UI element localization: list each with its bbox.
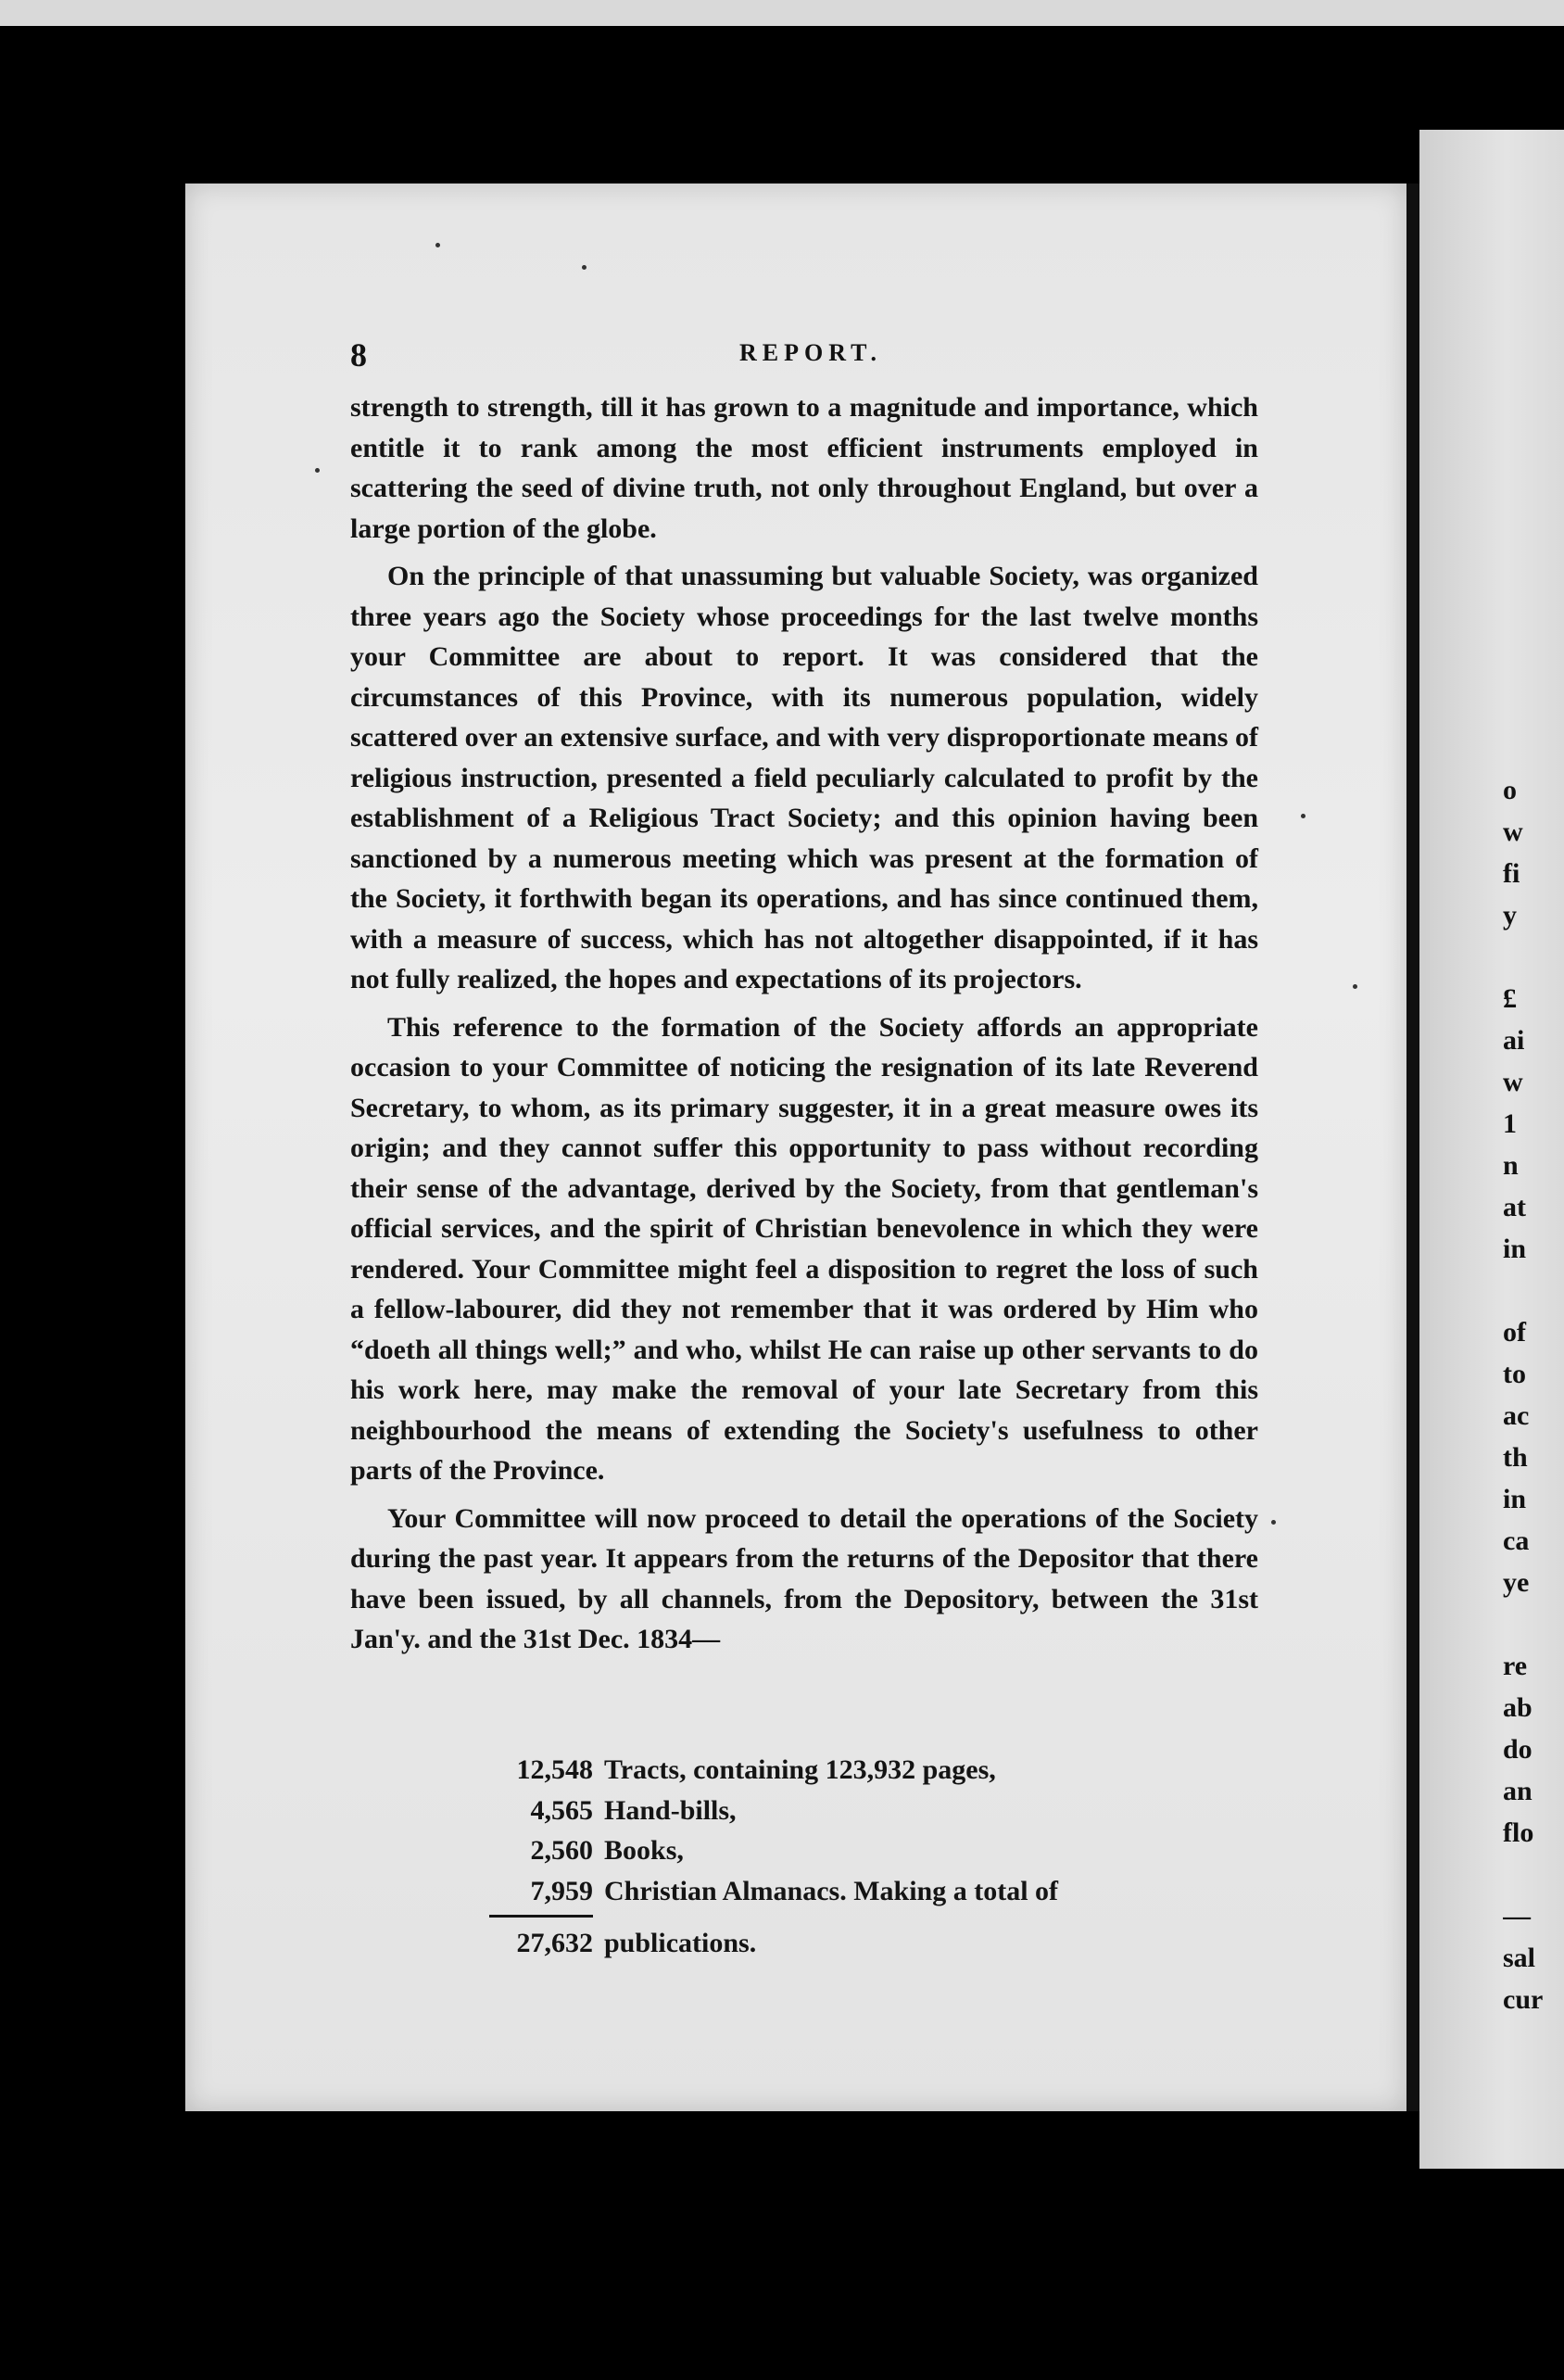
tally-total-item: publications. <box>604 1928 757 1958</box>
tally-row <box>482 1830 1223 1871</box>
tally-row <box>482 1750 1223 1791</box>
tally-count: 2,560 <box>530 1835 593 1866</box>
scan-speck <box>1301 814 1305 818</box>
paragraph-secretary-resignation: This reference to the formation of the Society affords an appropriate occasion to your Committee of noticing the resignation of its late Reverend Secretary, to whom, as its primary suggester, it in a great measure owes its origin; and they cannot suffer this opportunity to pass without recording their sense of the advantage, derived by the Society, from that gentleman's official services, and the spirit of Christian benevolence in which they were rendered. Your Committee might feel a disposition to regret the loss of such a fellow-labourer, did they not remember that it was ordered by Him who “doeth all things well;” and who, whilst He can raise up other servants to do his work here, may make the removal of your late Secretary from this neighbourhood the means of extending the Society's usefulness to other parts of the Province. <box>350 1011 1258 1486</box>
sum-rule <box>489 1915 593 1918</box>
tally-total-row <box>482 1923 1223 1964</box>
scan-top-strip <box>0 0 1564 26</box>
facing-page-edge <box>1419 130 1564 2169</box>
paragraph-operations: Your Committee will now proceed to detail the operations of the Society during the past year. It appears from the returns of the Depositor that there have been issued, by all channels, from the Depository, between the 31st Jan'y. and the 31st Dec. 1834— <box>350 1502 1258 1654</box>
tally-item: Tracts, containing 123,932 pages, <box>604 1754 996 1785</box>
facing-page-edge-text: o w fi y £ ai w 1 n at in of to ac th in ca ye re ab do an flo — sal cur <box>1503 775 1544 2015</box>
tally-count: 12,548 <box>516 1754 593 1785</box>
scan-speck <box>315 468 320 473</box>
tally-count: 4,565 <box>530 1794 593 1826</box>
page-header <box>350 335 1258 378</box>
tally-item: Books, <box>604 1835 684 1866</box>
publications-tally <box>482 1750 1223 1964</box>
tally-item: Christian Almanacs. Making a total of <box>604 1875 1059 1906</box>
tally-row <box>482 1791 1223 1831</box>
scan-speck <box>582 265 586 270</box>
page-number: 8 <box>350 336 367 373</box>
tally-row <box>482 1871 1223 1912</box>
running-head: REPORT. <box>739 339 882 366</box>
paragraph-society-origin: On the principle of that unassuming but valuable Society, was organized three years ago the Society whose proceedings for the last twelve months your Committee are about to report. It was considered that the circumstances of this Province, with its numerous population, widely scattered over an extensive surface, and with very disproportionate means of religious instruction, presented a field peculiarly calculated to profit by the establishment of a Religious Tract Society; and this opinion having been sanctioned by a numerous meeting which was present at the formation of the Society, it forthwith began its operations, and has since continued them, with a measure of success, which has not altogether disappointed, if it has not fully realized, the hopes and expectations of its projectors. <box>350 561 1258 994</box>
scan-speck <box>1353 984 1357 989</box>
tally-total-count: 27,632 <box>516 1928 593 1958</box>
scan-speck <box>435 243 440 247</box>
paragraph-continuation: strength to strength, till it has grown to a magnitude and importance, which entitle it to rank among the most efficient instruments employed in scattering the seed of divine truth, not only throughout England, but over a large portion of the globe. <box>350 392 1258 544</box>
tally-count: 7,959 <box>530 1875 593 1906</box>
tally-item: Hand-bills, <box>604 1794 737 1826</box>
body-text <box>350 387 1258 1660</box>
scan-speck <box>1271 1520 1276 1525</box>
page-gutter <box>1406 184 1419 2111</box>
